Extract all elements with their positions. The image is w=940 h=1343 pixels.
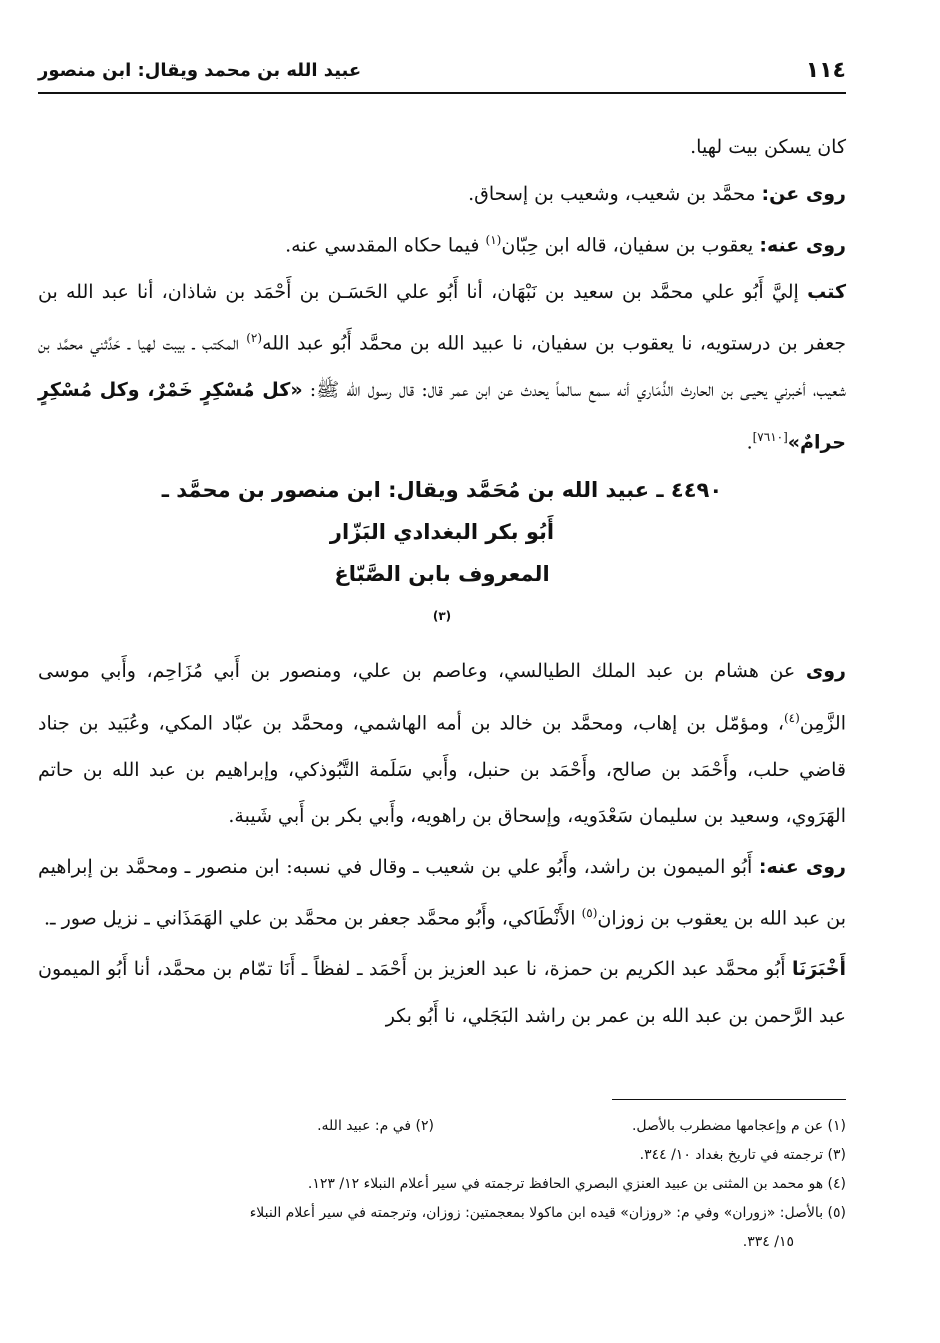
- footnote-ref[interactable]: (٤): [783, 710, 800, 725]
- hadith-text: «كل مُسْكِرٍ خَمْرٌ، وكل مُسْكِرٍ حرامٌ»: [38, 379, 846, 453]
- running-title: عبيد الله بن محمد ويقال: ابن منصور: [38, 60, 362, 81]
- riwa-anhu-paragraph: [38, 217, 846, 269]
- entry-title-line: ٤٤٩٠ ـ عبيد الله بن مُحَمَّد ويقال: ابن منصور بن محمَّد ـ: [161, 478, 723, 503]
- paragraph-text: يعقوب بن سفيان، قاله ابن حِبّان: [501, 234, 760, 257]
- paragraph-text: إليَّ أَبُو علي محمَّد بن سعيد بن نَبْهَان، أنا أَبُو علي الحَسَـن بن أَحْمَد بن شاذان، أنا عبد الله بن جعفر بن درستويه، نا يعقوب بن سفيان، نا عبيد الله بن محمَّد أَبُو عبد الله: [38, 280, 847, 355]
- lead-word: أَخْبَرَنَا: [791, 958, 846, 981]
- entry-heading: [38, 469, 846, 642]
- paragraph-text: أَبُو محمَّد عبد الكريم بن حمزة، نا عبد العزيز بن أَحْمَد ـ لفظاً ـ أَنَا تمّام بن محمَّد، أنا أَبُو الميمون عبد الرَّحمن بن عبد الله بن عمر بن راشد البَجَلي، نا أَبُو بكر: [38, 958, 846, 1027]
- lead-word: روى: [805, 660, 846, 683]
- page-header: [38, 56, 846, 90]
- footnote-1: (١) عن م وإعجامها مضطرب بالأصل.: [631, 1118, 846, 1134]
- lead-word: روى عنه:: [759, 234, 846, 257]
- paragraph-text: فيما حكاه المقدسي عنه.: [285, 234, 486, 257]
- footnote-2: (٢) في م: عبيد الله.: [317, 1118, 434, 1134]
- text-line: كان يسكن بيت لهيا.: [690, 136, 846, 158]
- entry-riwa-anhu-paragraph: [38, 844, 846, 942]
- footnote-3: (٣) ترجمته في تاريخ بغداد ١٠/ ٣٤٤.: [639, 1147, 846, 1163]
- footnotes: [38, 1112, 846, 1257]
- entry-riwa-an-paragraph: [38, 648, 846, 839]
- paragraph-text: المكتب ـ بيبت لهيا ـ حَدَّثني محمَّد بن شعيب، أخبرني يحيـى بن الحارث الذِّمَاري أنه سمع سالماً يحدث عن ابن عمر قال: قال رسول الله ﷺ:: [38, 332, 846, 402]
- akhbarana-paragraph: [38, 946, 846, 1039]
- footnote-ref[interactable]: (٢): [246, 331, 263, 346]
- lead-word: روى عن:: [761, 182, 846, 205]
- footnote-row: [38, 1112, 846, 1141]
- footnote-4: (٤) هو محمد بن المثنى بن عبيد العنزي البصري الحافظ ترجمته في سير أعلام النبلاء ١٢/ ١٢٣.: [307, 1176, 846, 1192]
- paragraph-end: .: [746, 430, 753, 453]
- paragraph-text: محمَّد بن شعيب، وشعيب بن إسحاق.: [468, 182, 762, 205]
- entry-title-text: المعروف بابن الصَّبّاغ: [334, 562, 550, 587]
- main-text: [38, 124, 846, 1039]
- entry-title-line-3: [38, 553, 846, 642]
- footnote-rule: [612, 1099, 846, 1100]
- riwa-an-paragraph: [38, 171, 846, 218]
- footnote-5-continued: ١٥/ ٣٣٤.: [742, 1234, 794, 1250]
- paragraph-text: ، ومؤمّل بن إهاب، ومحمَّد بن خالد بن أمه الهاشمي، ومحمَّد بن عبّاد المكي، وعُبَيد بن جناد قاضي حلب، وأَحْمَد بن صالح، وأَحْمَد بن حنبل، وأَبي سَلَمة التَّبُوذكي، وإبراهيم بن عبد الله بن حاتم الهَرَوي، وسعيد بن سليمان سَعْدَويه، وإسحاق بن راهويه، وأَبي بكر بن أَبي شَيبة.: [38, 712, 846, 828]
- paragraph-text: أَبُو الميمون بن راشد، وأَبُو علي بن شعيب ـ وقال في نسبه: ابن منصور ـ ومحمَّد بن إبراهيم بن عبد الله بن يعقوب بن زوزان: [38, 855, 846, 930]
- kataba-paragraph: [38, 269, 846, 466]
- footnote-ref[interactable]: (٣): [432, 609, 452, 624]
- page-number: ١١٤: [805, 58, 846, 83]
- paragraph-text: عن هشام بن عبد الملك الطيالسي، وعاصم بن علي، ومنصور بن أَبي مُزَاحِم، وأَبي موسى الزَّمِن: [38, 660, 846, 735]
- entry-title-line: أَبُو بكر البغدادي البَزّار: [329, 520, 555, 545]
- paragraph-text: الأَنْطَاكي، وأَبُو محمَّد جعفر بن محمَّد بن علي الهَمَذَاني ـ نزيل صور ـ.: [43, 907, 582, 930]
- footnote-ref[interactable]: (٥): [581, 906, 598, 921]
- lead-word: كتب: [807, 280, 846, 303]
- hadith-number: [٧٦١٠]: [752, 429, 788, 444]
- header-rule: [38, 92, 846, 94]
- footnote-ref[interactable]: (١): [485, 233, 502, 247]
- lead-word: روى عنه:: [758, 855, 846, 878]
- footnote-5: (٥) بالأصل: «زوران» وفي م: «روزان» قيده ابن ماكولا بمعجمتين: زوزان، وترجمته في سير أعلام النبلاء: [249, 1205, 846, 1221]
